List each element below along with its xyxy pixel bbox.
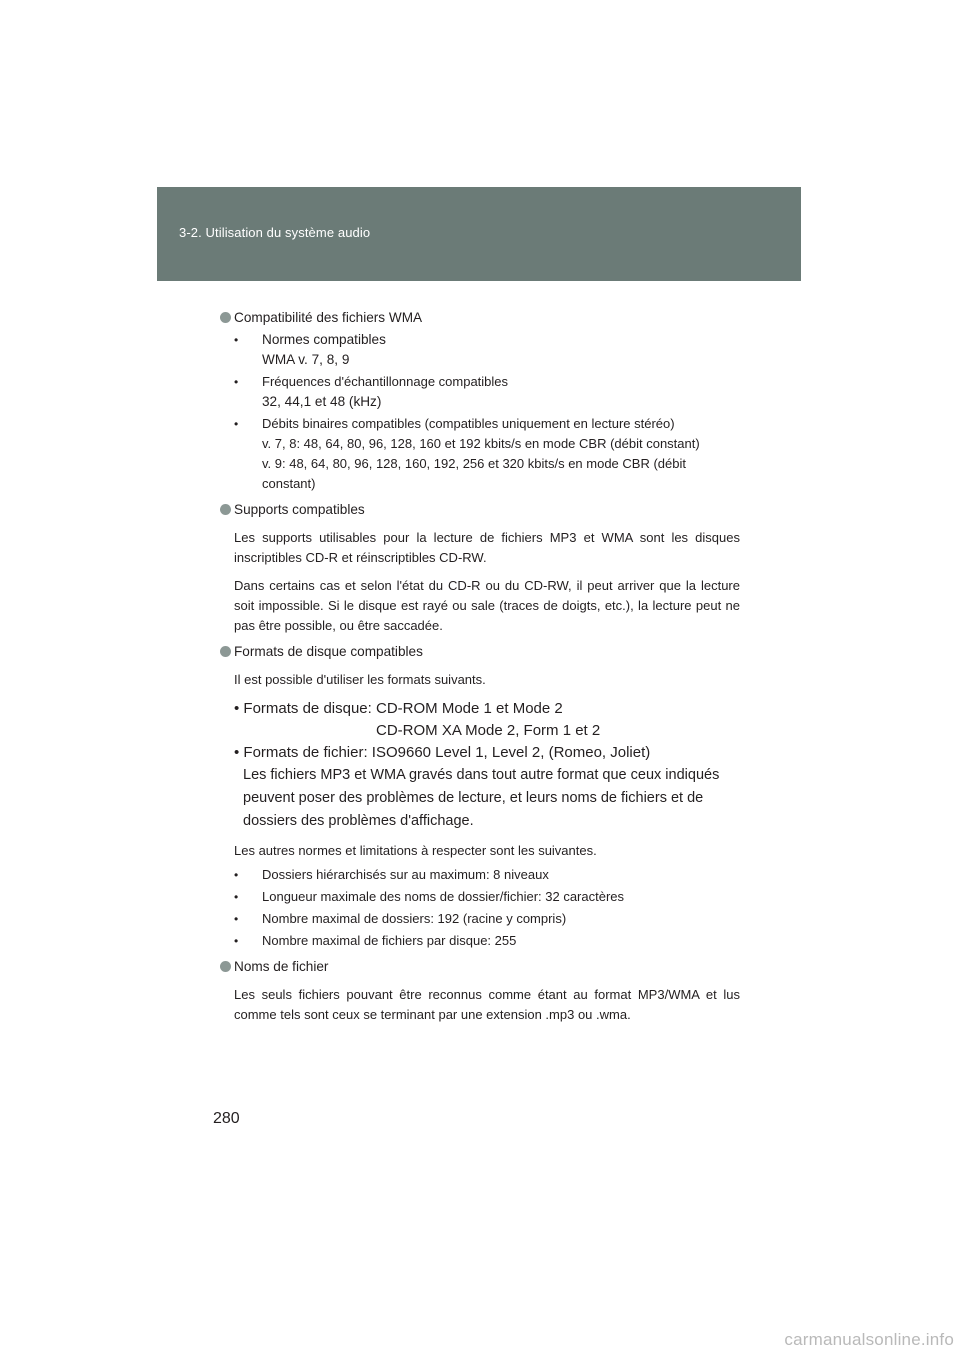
format-value: CD-ROM Mode 1 et Mode 2 bbox=[376, 700, 563, 717]
item-value: v. 7, 8: 48, 64, 80, 96, 128, 160 et 192 kbits/s en mode CBR (débit constant) bbox=[262, 436, 700, 451]
format-note: Les fichiers MP3 et WMA gravés dans tout autre format que ceux indiqués peuvent poser des problèmes de lecture, et leurs noms de fichiers et de dossiers des problèmes d'affichage. bbox=[243, 767, 720, 829]
item-label: Débits binaires compatibles (compatibles uniquement en lecture stéréo) bbox=[262, 416, 675, 431]
section-title-supports: Supports compatibles bbox=[234, 502, 365, 517]
section-supports bbox=[220, 500, 740, 520]
paragraph: Dans certains cas et selon l'état du CD-R ou du CD-RW, il peut arriver que la lecture soit impossible. Si le disque est rayé ou sale (traces de doigts, etc.), la lecture peut ne pas être possible, ou être saccadée. bbox=[234, 578, 740, 633]
list-item bbox=[234, 887, 740, 907]
watermark: carmanualsonline.info bbox=[784, 1330, 954, 1349]
list-item bbox=[234, 909, 740, 929]
list-item bbox=[234, 414, 740, 494]
list-item bbox=[234, 330, 740, 370]
names-body bbox=[220, 985, 740, 1025]
section-title: 3-2. Utilisation du système audio bbox=[179, 225, 371, 240]
bullet-dot-icon bbox=[220, 504, 231, 515]
list-item-text: Nombre maximal de dossiers: 192 (racine y compris) bbox=[262, 911, 567, 926]
format-value: CD-ROM XA Mode 2, Form 1 et 2 bbox=[376, 722, 601, 739]
bullet-icon: • bbox=[234, 375, 239, 389]
format-row bbox=[234, 698, 740, 720]
list-item bbox=[234, 865, 740, 885]
section-header-band bbox=[157, 187, 801, 281]
list-item-text: Dossiers hiérarchisés sur au maximum: 8 niveaux bbox=[262, 867, 549, 882]
format-label: • Formats de disque: bbox=[234, 700, 372, 717]
item-label: Normes compatibles bbox=[262, 332, 386, 347]
section-names bbox=[220, 957, 740, 977]
paragraph: Il est possible d'utiliser les formats suivants. bbox=[234, 672, 486, 687]
bullet-icon: • bbox=[234, 417, 239, 431]
bullet-dot-icon bbox=[220, 646, 231, 657]
item-value: 32, 44,1 et 48 (kHz) bbox=[262, 394, 382, 409]
format-file-line: • Formats de fichier: ISO9660 Level 1, Level 2, (Romeo, Joliet) bbox=[234, 744, 651, 761]
section-wma bbox=[220, 308, 740, 328]
page-number: 280 bbox=[213, 1110, 240, 1127]
bullet-dot-icon bbox=[220, 312, 231, 323]
bullet-icon: • bbox=[234, 868, 239, 882]
paragraph: Les seuls fichiers pouvant être reconnus comme étant au format MP3/WMA et lus comme tels sont ceux se terminant par une extension .mp3 ou .wma. bbox=[234, 987, 740, 1022]
bullet-icon: • bbox=[234, 890, 239, 904]
section-title-formats: Formats de disque compatibles bbox=[234, 644, 423, 659]
bullet-icon: • bbox=[234, 912, 239, 926]
bullet-dot-icon bbox=[220, 961, 231, 972]
list-item bbox=[234, 372, 740, 412]
limits-list bbox=[234, 865, 740, 951]
page-content bbox=[220, 308, 740, 1025]
formats-body bbox=[220, 670, 740, 951]
supports-body bbox=[220, 528, 740, 636]
list-item-text: Nombre maximal de fichiers par disque: 255 bbox=[262, 933, 517, 948]
section-title-wma: Compatibilité des fichiers WMA bbox=[234, 310, 423, 325]
wma-list bbox=[220, 330, 740, 494]
format-row bbox=[234, 720, 740, 742]
section-title-names: Noms de fichier bbox=[234, 959, 329, 974]
item-value: v. 9: 48, 64, 80, 96, 128, 160, 192, 256 et 320 kbits/s en mode CBR (débit constant) bbox=[262, 456, 686, 491]
paragraph: Les autres normes et limitations à respecter sont les suivantes. bbox=[234, 843, 597, 858]
bullet-icon: • bbox=[234, 333, 239, 347]
formats-table bbox=[234, 698, 740, 833]
list-item bbox=[234, 931, 740, 951]
format-row bbox=[234, 742, 740, 764]
bullet-icon: • bbox=[234, 934, 239, 948]
list-item-text: Longueur maximale des noms de dossier/fichier: 32 caractères bbox=[262, 889, 625, 904]
section-formats bbox=[220, 642, 740, 662]
paragraph: Les supports utilisables pour la lecture de fichiers MP3 et WMA sont les disques inscriptibles CD-R et réinscriptibles CD-RW. bbox=[234, 530, 740, 565]
item-label: Fréquences d'échantillonnage compatibles bbox=[262, 374, 509, 389]
item-value: WMA v. 7, 8, 9 bbox=[262, 352, 350, 367]
